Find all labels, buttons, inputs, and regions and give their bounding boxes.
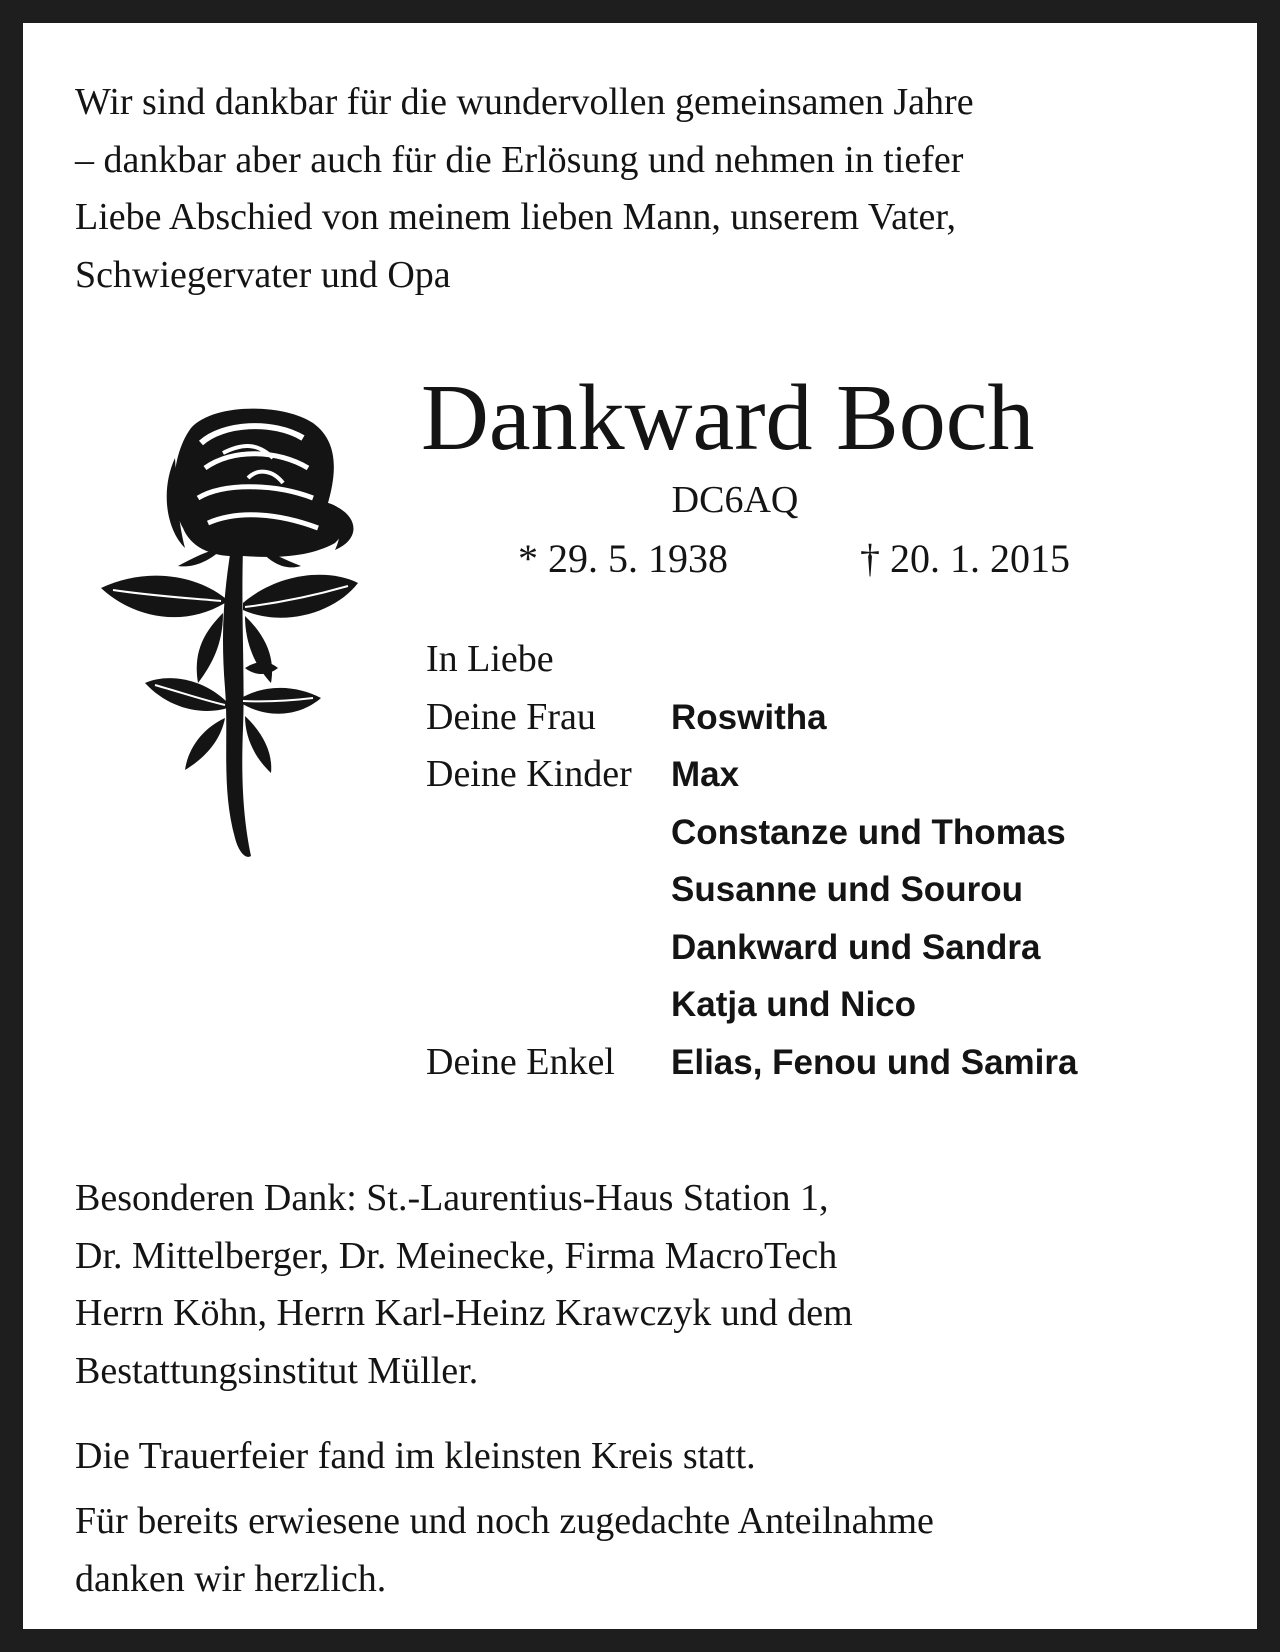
family-label [426, 919, 671, 977]
thanks-line: Besonderen Dank: St.-Laurentius-Haus Station 1, [75, 1177, 829, 1219]
appreciation-note [75, 1493, 934, 1608]
family-row [426, 861, 1246, 919]
thanks-line: Herrn Köhn, Herrn Karl-Heinz Krawczyk und dem [75, 1292, 853, 1334]
family-label: Deine Kinder [426, 753, 632, 795]
intro-text [75, 74, 974, 304]
family-row [426, 746, 1246, 804]
family-label: Deine Enkel [426, 1040, 615, 1083]
family-name: Dankward und Sandra [671, 927, 1041, 967]
thanks-line: Dr. Mittelberger, Dr. Meinecke, Firma MacroTech [75, 1234, 838, 1277]
family-name: Elias, Fenou und Samira [671, 1042, 1078, 1082]
intro-line: Liebe Abschied von meinem lieben Mann, unserem Vater, [75, 196, 957, 238]
birth-date: * 29. 5. 1938 [518, 536, 728, 581]
special-thanks [75, 1170, 853, 1400]
family-label [426, 861, 671, 919]
ceremony-note [75, 1428, 756, 1486]
family-intro-row [426, 631, 1246, 689]
family-label [426, 976, 671, 1034]
family-list [426, 631, 1246, 1091]
family-intro: In Liebe [426, 638, 554, 680]
family-label [426, 804, 671, 862]
intro-line: – dankbar aber auch für die Erlösung und nehmen in tiefer [75, 138, 964, 181]
family-name: Susanne und Sourou [671, 870, 1023, 909]
intro-line: Schwiegervater und Opa [75, 253, 451, 296]
family-row [426, 976, 1246, 1034]
callsign: DC6AQ [671, 479, 799, 521]
death-date: † 20. 1. 2015 [860, 536, 1070, 581]
family-row [426, 804, 1246, 862]
family-name: Katja und Nico [671, 985, 917, 1024]
family-name: Max [671, 755, 740, 794]
family-row [426, 689, 1246, 747]
obituary-notice [23, 23, 1257, 1629]
deceased-name: Dankward Boch [421, 366, 1035, 470]
thanks-line: Bestattungsinstitut Müller. [75, 1349, 479, 1392]
family-label: Deine Frau [426, 695, 596, 738]
appreciation-line: danken wir herzlich. [75, 1557, 387, 1600]
family-row [426, 1034, 1246, 1092]
ceremony-line: Die Trauerfeier fand im kleinsten Kreis statt. [75, 1435, 756, 1477]
family-row [426, 919, 1246, 977]
appreciation-line: Für bereits erwiesene und noch zugedachte Anteilnahme [75, 1500, 934, 1542]
family-name: Constanze und Thomas [671, 812, 1066, 852]
rose-icon [73, 398, 373, 878]
family-name: Roswitha [671, 697, 827, 737]
intro-line: Wir sind dankbar für die wundervollen gemeinsamen Jahre [75, 81, 974, 123]
